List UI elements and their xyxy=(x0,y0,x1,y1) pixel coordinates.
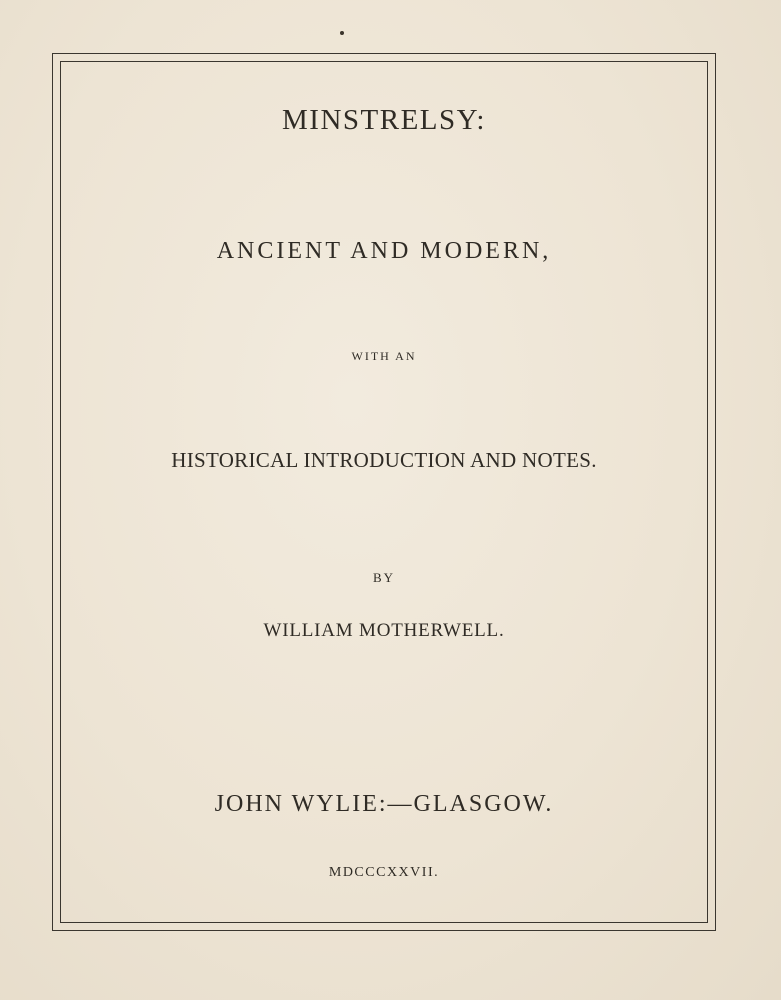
historical-introduction-text: HISTORICAL INTRODUCTION AND NOTES. xyxy=(171,448,597,472)
with-an-text: WITH AN xyxy=(351,349,417,363)
book-title: MINSTRELSY: xyxy=(282,104,486,136)
publication-date: MDCCCXXVII. xyxy=(328,865,440,880)
by-text: BY xyxy=(372,570,396,585)
author-name: WILLIAM MOTHERWELL. xyxy=(263,620,505,641)
publisher-imprint: JOHN WYLIE:—GLASGOW. xyxy=(214,791,554,817)
book-subtitle: ANCIENT AND MODERN, xyxy=(216,238,552,264)
ink-speck xyxy=(340,31,344,35)
